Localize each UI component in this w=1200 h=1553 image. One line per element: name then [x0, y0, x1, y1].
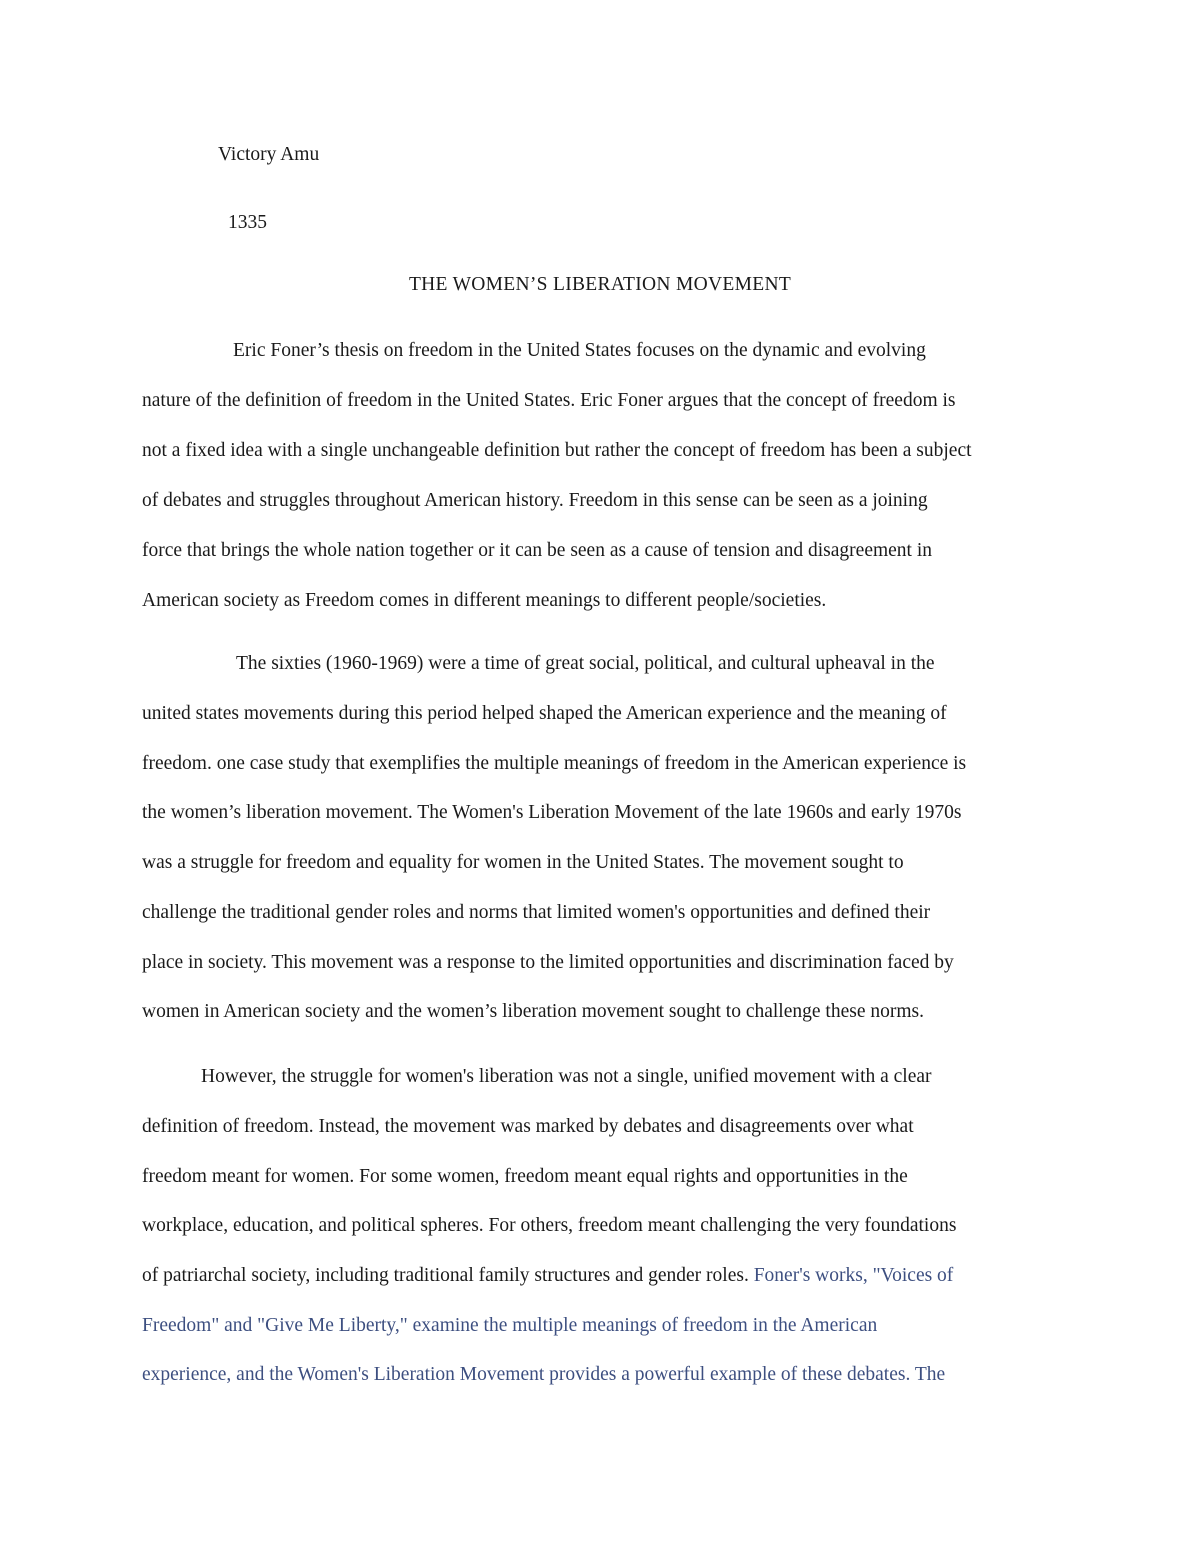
paragraph-line: The sixties (1960-1969) were a time of great social, political, and cultural upheaval in the: [236, 653, 935, 674]
paragraph-line: workplace, education, and political spheres. For others, freedom meant challenging the very foundations: [142, 1215, 957, 1236]
paragraph-line: [142, 1264, 953, 1288]
paragraph-line: women in American society and the women’s liberation movement sought to challenge these norms.: [142, 1001, 924, 1022]
author-name: Victory Amu: [218, 144, 320, 165]
paragraph-line: force that brings the whole nation together or it can be seen as a cause of tension and disagreement in: [142, 540, 933, 561]
paragraph-line: definition of freedom. Instead, the movement was marked by debates and disagreements over what: [142, 1116, 914, 1137]
paragraph-line: united states movements during this period helped shaped the American experience and the meaning of: [142, 703, 947, 724]
paragraph-line: nature of the definition of freedom in the United States. Eric Foner argues that the concept of freedom is: [142, 390, 956, 411]
paragraph-line: not a fixed idea with a single unchangeable definition but rather the concept of freedom has been a subject: [142, 440, 972, 461]
paragraph-text: of patriarchal society, including traditional family structures and gender roles.: [142, 1265, 749, 1286]
paragraph-line: freedom. one case study that exemplifies the multiple meanings of freedom in the American experience is: [142, 753, 967, 774]
paragraph-line: place in society. This movement was a response to the limited opportunities and discrimination faced by: [142, 952, 954, 973]
paragraph-line: freedom meant for women. For some women, freedom meant equal rights and opportunities in the: [142, 1166, 908, 1187]
paragraph-line: challenge the traditional gender roles and norms that limited women's opportunities and defined their: [142, 902, 931, 923]
paragraph-line: the women’s liberation movement. The Women's Liberation Movement of the late 1960s and early 1970s: [142, 802, 962, 823]
paragraph-line: Eric Foner’s thesis on freedom in the United States focuses on the dynamic and evolving: [233, 340, 926, 361]
paragraph-line: American society as Freedom comes in different meanings to different people/societies.: [142, 590, 827, 611]
highlighted-paragraph-line: Freedom" and "Give Me Liberty," examine the multiple meanings of freedom in the American: [142, 1315, 878, 1336]
highlighted-paragraph-line: experience, and the Women's Liberation Movement provides a powerful example of these debates. The: [142, 1364, 946, 1385]
course-number: 1335: [228, 212, 267, 233]
paragraph-line: However, the struggle for women's liberation was not a single, unified movement with a clear: [201, 1066, 932, 1087]
paragraph-line: was a struggle for freedom and equality for women in the United States. The movement sought to: [142, 852, 904, 873]
paragraph-line: of debates and struggles throughout American history. Freedom in this sense can be seen as a joining: [142, 490, 928, 511]
essay-title: THE WOMEN’S LIBERATION MOVEMENT: [408, 274, 792, 295]
highlighted-text: Foner's works, "Voices of: [748, 1265, 954, 1286]
